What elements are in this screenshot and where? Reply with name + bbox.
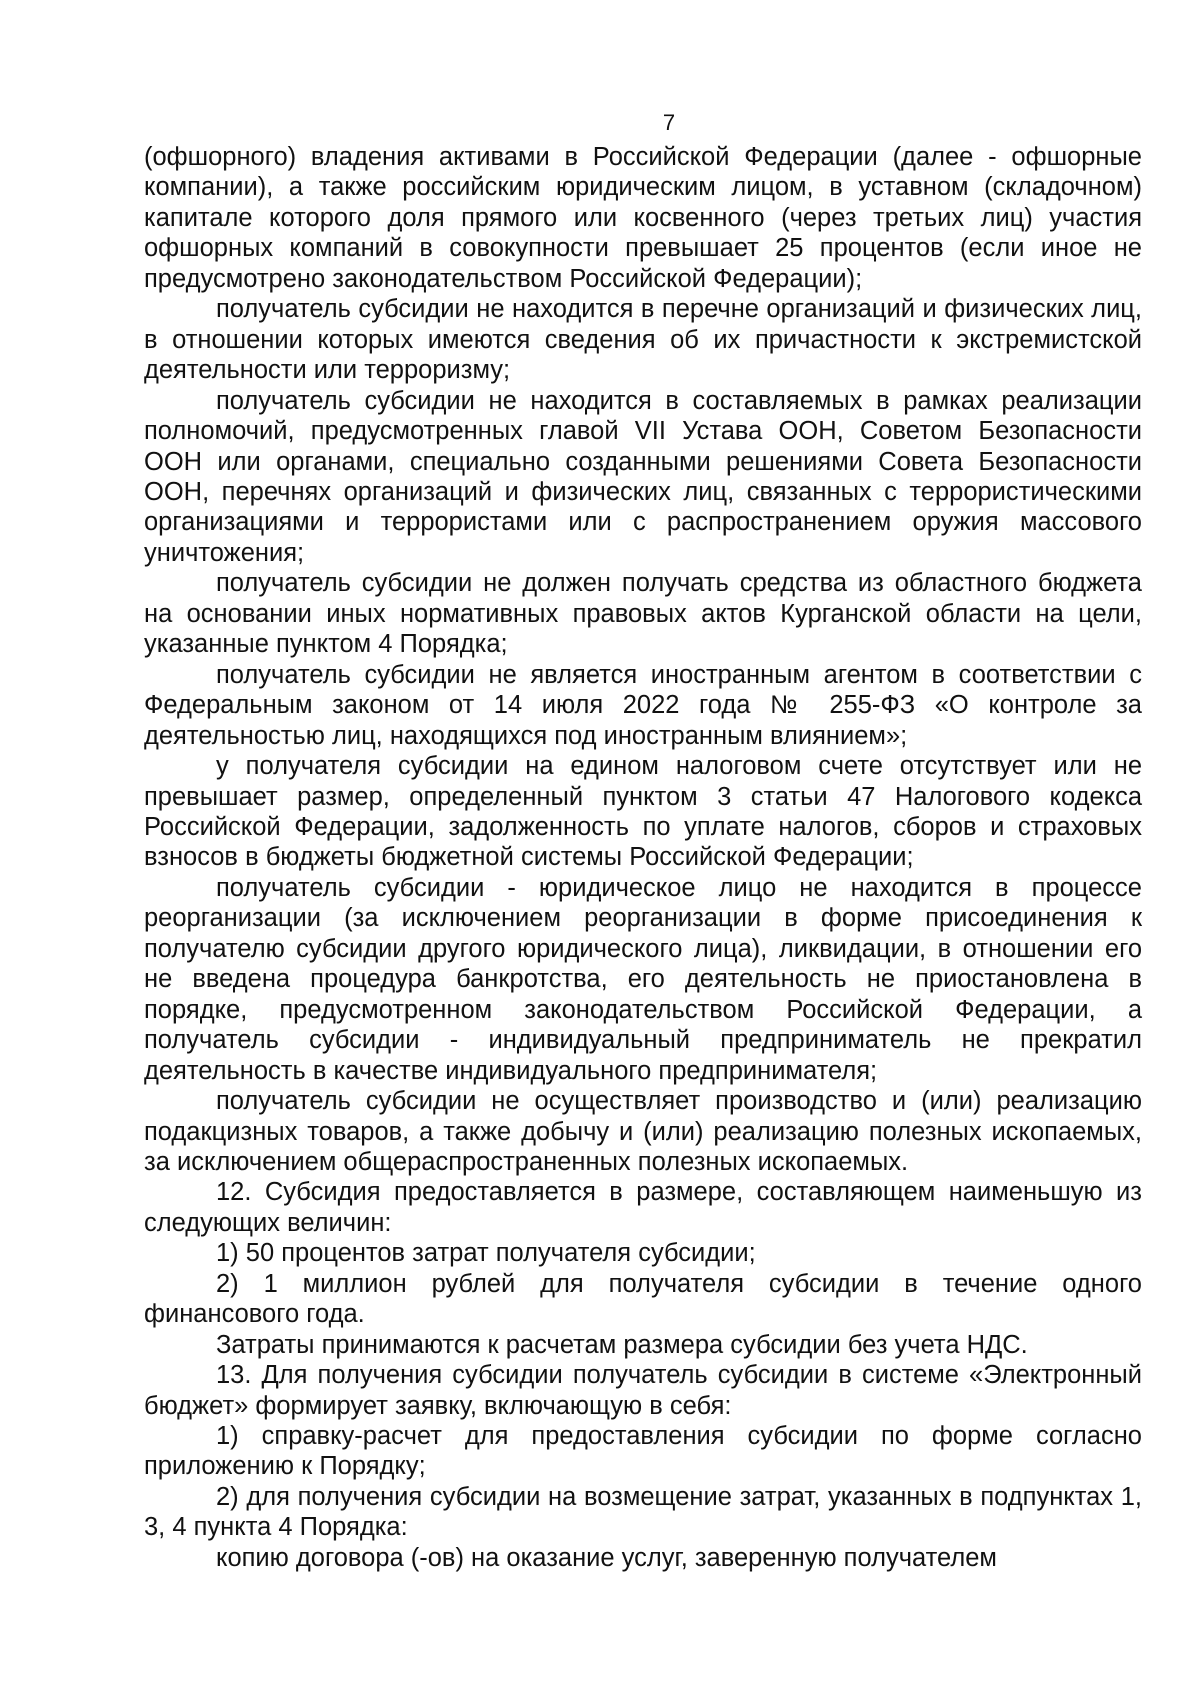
paragraph-tax-debt: у получателя субсидии на едином налоговом счете отсутствует или не превышает размер, определенный пунктом 3 статьи 47 Налогового кодекса Российской Федерации, задолженность по уплате налогов, сборов и страховых взносов в бюджеты бюджетной системы Российской Федерации; — [144, 752, 1142, 872]
paragraph-un-sanctions-list: получатель субсидии не находится в составляемых в рамках реализации полномочий, предусмотренных главой VII Устава ООН, Советом Безопасности ООН или органами, специально созданными решениями Совета Безопасности ООН, перечнях организаций и физических лиц, связанных с террористическими организациями и террористами или с распространением оружия массового уничтожения; — [144, 386, 1142, 567]
paragraph-excise-goods: получатель субсидии не осуществляет производство и (или) реализацию подакцизных товаров, а также добычу и (или) реализацию полезных ископаемых, за исключением общераспространенных полезных ископаемых. — [144, 1087, 1142, 1176]
document-page — [144, 104, 1142, 1573]
paragraph-vat-note: Затраты принимаются к расчетам размера субсидии без учета НДС. — [216, 1330, 1028, 1359]
paragraph-clause-12-item-2: 2) 1 миллион рублей для получателя субсидии в течение одного финансового года. — [144, 1269, 1142, 1329]
paragraph-clause-13-item-1: 1) справку-расчет для предоставления субсидии по форме согласно приложению к Порядку; — [144, 1422, 1142, 1481]
paragraph-clause-13-item-2: 2) для получения субсидии на возмещение затрат, указанных в подпунктах 1, 3, 4 пункта 4 Порядка: — [144, 1482, 1142, 1542]
paragraph-reorganization: получатель субсидии - юридическое лицо не находится в процессе реорганизации (за исключением реорганизации в форме присоединения к получателю субсидии другого юридического лица), ликвидации, в отношении его не введена процедура банкротства, его деятельность не приостановлена в порядке, предусмотренном законодательством Российской Федерации, а получатель субсидии - индивидуальный предприниматель не прекратил деятельность в качестве индивидуального предпринимателя; — [144, 873, 1142, 1085]
paragraph-clause-12: 12. Субсидия предоставляется в размере, составляющем наименьшую из следующих величин: — [144, 1178, 1142, 1237]
paragraph-contract-copy: копию договора (-ов) на оказание услуг, заверенную получателем — [216, 1543, 997, 1572]
paragraph-other-budget-funds: получатель субсидии не должен получать средства из областного бюджета на основании иных нормативных правовых актов Курганской области на цели, указанные пунктом 4 Порядка; — [144, 569, 1142, 659]
page-number: 7 — [662, 110, 676, 135]
paragraph-clause-13: 13. Для получения субсидии получатель субсидии в системе «Электронный бюджет» формирует заявку, включающую в себя: — [144, 1361, 1142, 1420]
paragraph-clause-12-item-1: 1) 50 процентов затрат получателя субсидии; — [216, 1239, 756, 1268]
paragraph-offshore-continuation: (офшорного) владения активами в Российской Федерации (далее - офшорные компании), а также российским юридическим лицом, в уставном (складочном) капитале которого доля прямого или косвенного (через третьих лиц) участия офшорных компаний в совокупности превышает 25 процентов (если иное не предусмотрено законодательством Российской Федерации); — [144, 143, 1142, 293]
paragraph-foreign-agent: получатель субсидии не является иностранным агентом в соответствии с Федеральным законом от 14 июля 2022 года № 255-ФЗ «О контроле за деятельностью лиц, находящихся под иностранным влиянием»; — [144, 660, 1142, 750]
paragraph-extremism-list: получатель субсидии не находится в перечне организаций и физических лиц, в отношении которых имеются сведения об их причастности к экстремистской деятельности или терроризму; — [144, 295, 1142, 385]
